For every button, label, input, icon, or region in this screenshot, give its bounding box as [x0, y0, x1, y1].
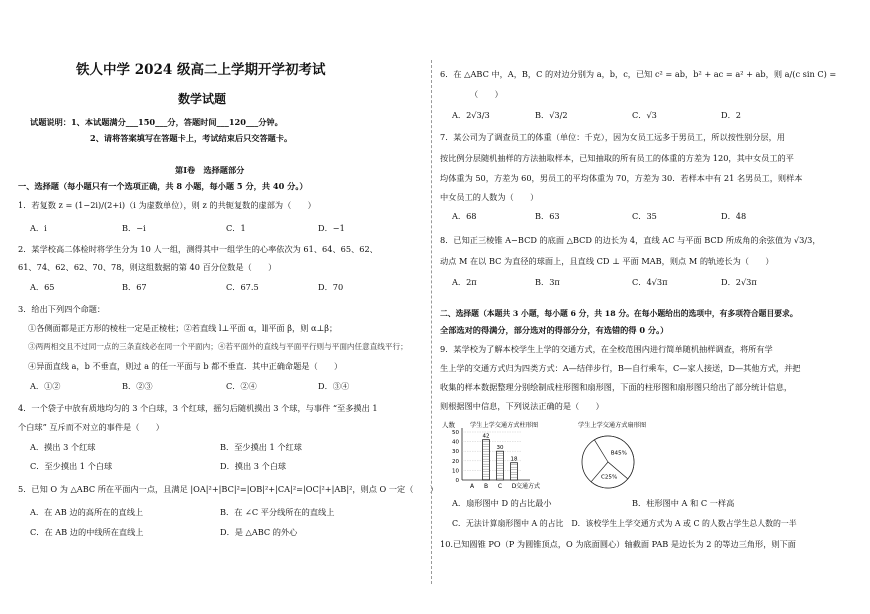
- bar-chart-ylabel: 人数: [442, 421, 455, 429]
- q6-option-a: A．2√3/3: [452, 110, 490, 120]
- q8-option-d: D．2√3π: [721, 277, 757, 287]
- q7-option-b: B．63: [535, 211, 560, 221]
- question-3-line-1: ①各侧面都是正方形的棱柱一定是正棱柱；②若直线 l⊥平面 α，l∥平面 β，则 α⊥β；: [28, 323, 338, 333]
- bar-chart-ytick-label: 50: [452, 430, 459, 436]
- question-9-line-2: 生上学的交通方式归为四类方式：A—结伴步行，B—自行乘车，C—家人接送，D—其他方式，并把: [440, 363, 801, 373]
- question-2-line-1: 2．某学校高二体检时将学生分为 10 人一组，测得其中一组学生的心率依次为 61、64、65、62、: [18, 244, 378, 254]
- q5-option-d: D．是 △ABC 的外心: [220, 527, 298, 537]
- question-9-line-3: 收集的样本数据整理分别绘制成柱形图和扇形图，下面的柱形图和扇形图只给出了部分统计信息，: [440, 382, 793, 392]
- instructions-line-2: 2、请将答案填写在答题卡上，考试结束后只交答题卡。: [90, 133, 293, 143]
- question-7-line-1: 7．某公司为了调查员工的体重（单位：千克），因为女员工远多于男员工，所以按性别分层，用: [440, 132, 785, 142]
- question-6-paren: （ ）: [470, 89, 503, 99]
- bar-chart-xtick-label: B: [483, 483, 489, 490]
- question-9-line-4: 则根据图中信息，下列说法正确的是（ ）: [440, 401, 604, 411]
- bar-chart-xtick-label: A: [469, 483, 475, 490]
- question-3: 3．给出下列四个命题：: [18, 304, 106, 314]
- left-column: [18, 0, 438, 614]
- q5-option-a: A．在 AB 边的高所在的直线上: [30, 507, 144, 517]
- q9-option-c-d: C．无法计算扇形图中 A 的占比 D．该校学生上学交通方式为 A 或 C 的人数占学生总人数的一半: [452, 519, 797, 528]
- bar-chart-xtick-label: D: [511, 483, 517, 490]
- bar-data-label: 18: [510, 456, 518, 463]
- q4-option-a: A．摸出 3 个红球: [30, 442, 96, 452]
- column-divider: [431, 60, 432, 584]
- question-6: 6．在 △ABC 中，A，B，C 的对边分别为 a，b，c，已知 c² = ab，b² + ac = a² + ab，则 a/(c sin C) =: [440, 69, 837, 79]
- question-8-line-2: 动点 M 在以 BC 为直径的球面上，且直线 CD ⊥ 平面 MAB，则点 M 的轨迹长为（ ）: [440, 256, 774, 266]
- q8-option-a: A．2π: [452, 277, 477, 287]
- q4-option-c: C．至少摸出 1 个白球: [30, 461, 113, 471]
- question-7-line-4: 中女员工的人数为（ ）: [440, 192, 539, 202]
- q2-option-b: B．67: [122, 282, 147, 292]
- q6-option-d: D．2: [721, 110, 741, 120]
- bar: [511, 463, 518, 480]
- question-5: 5．已知 O 为 △ABC 所在平面内一点，且满足 |OA|²+|BC|²=|OB|²+|CA|²=|OC|²+|AB|²，则点 O 一定（ ）: [18, 484, 438, 494]
- q3-option-c: C．②④: [226, 381, 257, 391]
- pie-slice-label: B45%: [610, 450, 628, 457]
- q8-option-b: B．3π: [535, 277, 560, 287]
- question-4-line-1: 4．一个袋子中放有质地均匀的 3 个白球，3 个红球，摇匀后随机摸出 3 个球，与事件 “至多摸出 1: [18, 403, 378, 413]
- q5-option-c: C．在 AB 边的中线所在直线上: [30, 527, 144, 537]
- pie-chart: [578, 418, 678, 496]
- question-7-line-3: 均体重为 50，方差为 60，男员工的平均体重为 70，方差为 30．若样本中有 21 名男员工，则样本: [440, 173, 803, 183]
- q1-option-b: B．−i: [122, 223, 146, 233]
- q6-option-c: C．√3: [632, 110, 657, 120]
- q4-option-d: D．摸出 3 个白球: [220, 461, 287, 471]
- q1-option-c: C．1: [226, 223, 246, 233]
- section-title: 第Ⅰ卷 选择题部分: [175, 165, 245, 175]
- question-4-line-2: 个白球” 互斥而不对立的事件是（ ）: [18, 422, 164, 432]
- q9-option-a: A．扇形图中 D 的占比最小: [452, 498, 552, 508]
- q7-option-d: D．48: [721, 211, 747, 221]
- part2-header-line-2: 全部选对的得满分，部分选对的得部分分，有选错的得 0 分。）: [440, 325, 669, 335]
- instructions-line-1: 试题说明：1、本试题满分___150___分，答题时间___120___分钟。: [30, 117, 283, 127]
- bar-chart-ytick-label: 20: [452, 458, 459, 465]
- bar-chart-ytick-label: 10: [452, 468, 459, 475]
- q6-option-b: B．√3/2: [535, 110, 568, 120]
- exam-title: 铁人中学 2024 级高二上学期开学初考试: [76, 62, 326, 78]
- q2-option-a: A．65: [30, 282, 55, 292]
- question-3-line-2: ③两两相交且不过同一点的三条直线必在同一个平面内；④若平面外的直线与平面平行则与平面内任意直线平行；: [28, 342, 408, 351]
- question-2-line-2: 61、74、62、62、70、78，则这组数据的第 40 百分位数是（ ）: [18, 262, 277, 272]
- q3-option-d: D．③④: [318, 381, 350, 391]
- q5-option-b: B．在 ∠C 平分线所在的直线上: [220, 507, 335, 517]
- bar-chart-ytick-label: 40: [452, 439, 459, 446]
- pie-chart-title: 学生上学交通方式扇形图: [578, 422, 647, 429]
- pie-slice-label: C25%: [600, 474, 618, 481]
- bar-chart-title: 学生上学交通方式柱形图: [470, 422, 539, 429]
- q2-option-c: C．67.5: [226, 282, 259, 292]
- bar: [483, 440, 490, 480]
- bar-chart-xlabel: 交通方式: [516, 483, 541, 490]
- bar-data-label: 30: [496, 445, 504, 452]
- question-1: 1．若复数 z = (1−2i)/(2+i)（i 为虚数单位），则 z 的共轭复数的虚部为（ ）: [18, 200, 316, 210]
- q3-option-a: A．①②: [30, 381, 61, 391]
- question-8-line-1: 8．已知正三棱锥 A−BCD 的底面 △BCD 的边长为 4，直线 AC 与平面 BCD 所成角的余弦值为 √3/3，: [440, 235, 821, 245]
- part1-header: 一、选择题（每小题只有一个选项正确，共 8 小题，每小题 5 分，共 40 分。）: [18, 181, 308, 191]
- q2-option-d: D．70: [318, 282, 344, 292]
- bar-chart: [440, 418, 580, 496]
- q7-option-a: A．68: [452, 211, 477, 221]
- q1-option-d: D．−1: [318, 223, 345, 233]
- question-10: 10.已知圆锥 PO（P 为圆锥顶点，O 为底面圆心）轴截面 PAB 是边长为 2 的等边三角形，则下面: [440, 539, 796, 549]
- bar-chart-xtick-label: C: [497, 483, 503, 490]
- q8-option-c: C．4√3π: [632, 277, 668, 287]
- bar-chart-ytick-label: 0: [455, 478, 459, 484]
- right-column: [440, 0, 850, 614]
- question-9-line-1: 9．某学校为了解本校学生上学的交通方式，在全校范围内进行简单随机抽样调查，将所有学: [440, 344, 773, 354]
- q3-option-b: B．②③: [122, 381, 153, 391]
- q7-option-c: C．35: [632, 211, 657, 221]
- part2-header-line-1: 二、选择题（本题共 3 小题，每小题 6 分，共 18 分。在每小题给出的选项中，有多项符合题目要求。: [440, 309, 798, 318]
- q9-option-b: B．柱形图中 A 和 C 一样高: [632, 498, 735, 508]
- question-7-line-2: 按比例分层随机抽样的方法抽取样本，已知抽取的所有员工的体重的方差为 120，其中女员工的平: [440, 153, 794, 163]
- bar-chart-ytick-label: 30: [452, 449, 459, 456]
- q1-option-a: A．i: [30, 223, 47, 233]
- exam-subtitle: 数学试题: [178, 92, 227, 106]
- question-3-line-3: ④异面直线 a，b 不垂直，则过 a 的任一平面与 b 都不垂直．其中正确命题是（ ）: [28, 361, 343, 371]
- q4-option-b: B．至少摸出 1 个红球: [220, 442, 302, 452]
- bar-data-label: 42: [482, 433, 490, 440]
